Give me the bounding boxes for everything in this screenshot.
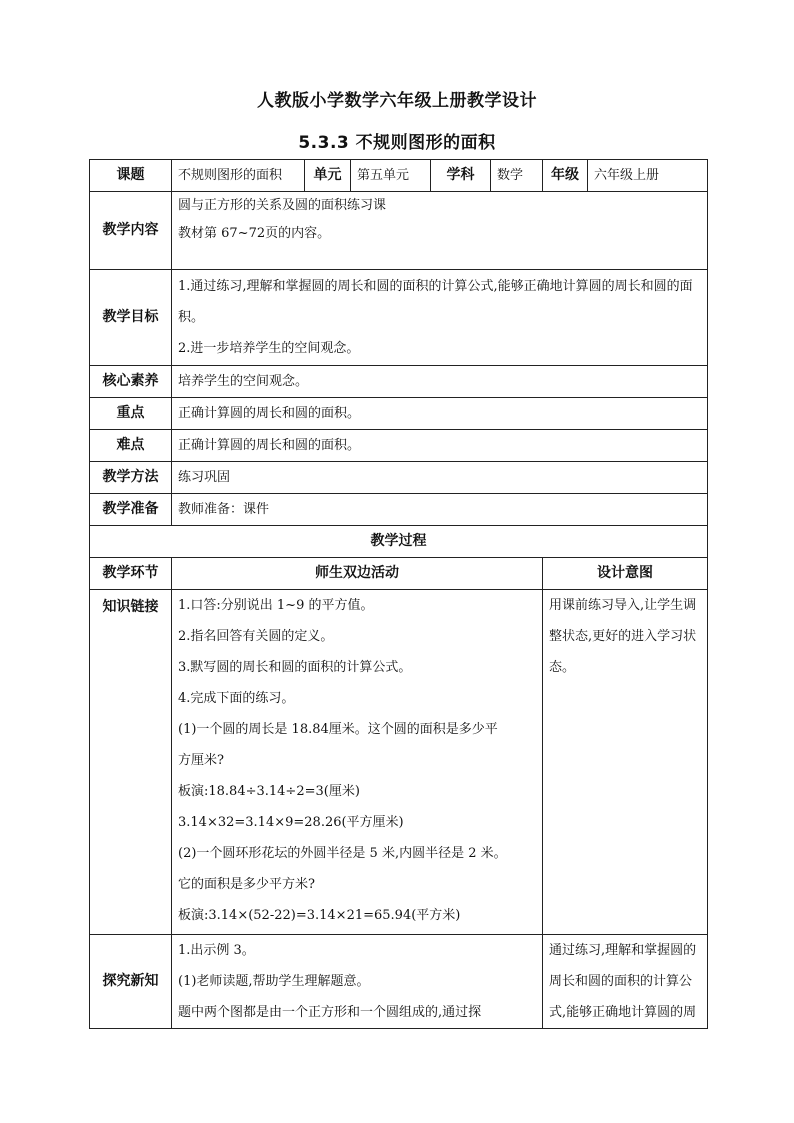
method-row xyxy=(90,462,708,494)
preparation-value: 教师准备：课件 xyxy=(172,494,708,526)
explore-row xyxy=(90,935,708,1029)
explore-activity-cell xyxy=(172,935,543,1029)
intent-line: 周长和圆的面积的计算公 xyxy=(549,974,693,989)
unit-label: 单元 xyxy=(305,160,351,192)
subject-label: 学科 xyxy=(431,160,491,192)
content-label: 教学内容 xyxy=(90,192,172,270)
document-title: 人教版小学数学六年级上册教学设计 xyxy=(257,91,537,111)
content-line: 圆与正方形的关系及圆的面积练习课 xyxy=(178,198,387,213)
explore-label: 探究新知 xyxy=(90,935,172,1029)
lesson-plan-table xyxy=(89,159,708,1029)
activity-line: 1.出示例 3。 xyxy=(178,943,255,958)
activity-line: (1)老师读题,帮助学生理解题意。 xyxy=(178,974,370,989)
goals-cell xyxy=(172,270,708,366)
difficulty-label: 难点 xyxy=(90,430,172,462)
activity-line: 方厘米? xyxy=(178,753,224,768)
intent-line: 通过练习,理解和掌握圆的 xyxy=(549,943,697,958)
review-activity-cell xyxy=(172,590,543,935)
intent-line: 式,能够正确地计算圆的周 xyxy=(549,1005,697,1020)
header-row xyxy=(90,160,708,192)
goal-line: 1.通过练习,理解和掌握圆的周长和圆的面积的计算公式,能够正确地计算圆的周长和圆的面积。 xyxy=(178,279,693,325)
key-point-row xyxy=(90,398,708,430)
activity-line: 3.默写圆的周长和圆的面积的计算公式。 xyxy=(178,660,412,675)
col-intent-header: 设计意图 xyxy=(543,558,708,590)
literacy-label: 核心素养 xyxy=(90,366,172,398)
content-line: 教材第 67~72页的内容。 xyxy=(178,226,331,241)
topic-label: 课题 xyxy=(90,160,172,192)
explore-intent-cell xyxy=(543,935,708,1029)
intent-line: 整状态,更好的进入学习状 xyxy=(549,629,697,644)
preparation-row xyxy=(90,494,708,526)
review-row xyxy=(90,590,708,935)
col-activity-header: 师生双边活动 xyxy=(172,558,543,590)
method-label: 教学方法 xyxy=(90,462,172,494)
content-cell xyxy=(172,192,708,270)
subject-value: 数学 xyxy=(491,160,543,192)
intent-line: 用课前练习导入,让学生调 xyxy=(549,598,697,613)
activity-line: (2)一个圆环形花坛的外圆半径是 5 米,内圆半径是 2 米。 xyxy=(178,846,507,861)
activity-line: 板演:18.84÷3.14÷2=3(厘米) xyxy=(178,784,360,799)
grade-value: 六年级上册 xyxy=(588,160,708,192)
process-title: 教学过程 xyxy=(90,526,708,558)
literacy-row xyxy=(90,366,708,398)
literacy-value: 培养学生的空间观念。 xyxy=(172,366,708,398)
key-point-value: 正确计算圆的周长和圆的面积。 xyxy=(172,398,708,430)
content-row xyxy=(90,192,708,270)
goals-row xyxy=(90,270,708,366)
lesson-title: 5.3.3 不规则图形的面积 xyxy=(298,133,496,153)
process-header-row xyxy=(90,558,708,590)
method-value: 练习巩固 xyxy=(172,462,708,494)
difficulty-row xyxy=(90,430,708,462)
col-stage-header: 教学环节 xyxy=(90,558,172,590)
activity-line: 1.口答:分别说出 1~9 的平方值。 xyxy=(178,598,374,613)
goals-label: 教学目标 xyxy=(90,270,172,366)
goal-line: 2.进一步培养学生的空间观念。 xyxy=(178,341,360,356)
review-intent-cell xyxy=(543,590,708,935)
review-label: 知识链接 xyxy=(90,590,172,935)
grade-label: 年级 xyxy=(543,160,588,192)
intent-line: 态。 xyxy=(549,660,576,675)
preparation-label: 教学准备 xyxy=(90,494,172,526)
activity-line: 4.完成下面的练习。 xyxy=(178,691,295,706)
activity-line: 它的面积是多少平方米? xyxy=(178,877,315,892)
topic-value: 不规则图形的面积 xyxy=(172,160,305,192)
activity-line: (1)一个圆的周长是 18.84厘米。这个圆的面积是多少平 xyxy=(178,722,498,737)
activity-line: 题中两个图都是由一个正方形和一个圆组成的,通过探 xyxy=(178,1005,482,1020)
key-point-label: 重点 xyxy=(90,398,172,430)
activity-line: 3.14×32=3.14×9=28.26(平方厘米) xyxy=(178,815,404,830)
activity-line: 2.指名回答有关圆的定义。 xyxy=(178,629,334,644)
unit-value: 第五单元 xyxy=(351,160,431,192)
process-title-row xyxy=(90,526,708,558)
activity-line: 板演:3.14×(52-22)=3.14×21=65.94(平方米) xyxy=(178,908,461,923)
difficulty-value: 正确计算圆的周长和圆的面积。 xyxy=(172,430,708,462)
